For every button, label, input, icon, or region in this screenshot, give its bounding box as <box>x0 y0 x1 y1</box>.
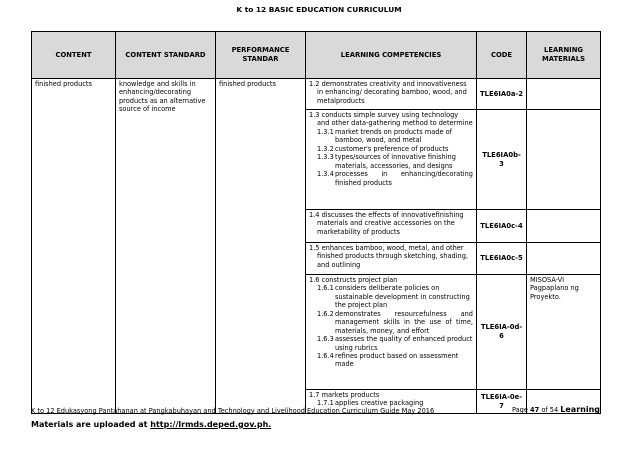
materials-cell <box>527 243 601 275</box>
header-code: CODE <box>477 32 527 79</box>
code-cell: TLE6IA0c-4 <box>477 210 527 243</box>
header-content: CONTENT <box>32 32 116 79</box>
sub-competency <box>309 310 473 335</box>
sub-number: 1.6.4 <box>317 351 334 360</box>
competency-text: 1.4 discusses the effects of innovativefinishing <box>309 211 464 219</box>
sub-competency <box>309 352 473 369</box>
header-performance-standard: PERFORMANCE STANDAR <box>216 32 306 79</box>
competency-text-cont: finished products through sketching, shading, and outlining <box>317 252 468 269</box>
materials-cell: MISOSA-VI Pagpaplano ng Proyekto. <box>527 275 601 390</box>
code-cell: TLE6IA-0e-7 <box>477 390 527 414</box>
sub-text: applies creative packaging <box>335 399 424 408</box>
footer-page-number <box>512 405 600 414</box>
competency-cell <box>306 275 477 390</box>
competency-text: 1.6 constructs project plan <box>309 276 398 284</box>
code-cell: TLE6IA0c-5 <box>477 243 527 275</box>
header-row <box>32 32 601 79</box>
curriculum-table <box>31 31 601 414</box>
competency-cell <box>306 210 477 243</box>
footer-materials-line <box>31 420 271 429</box>
sub-competency <box>309 284 473 309</box>
materials-cell <box>527 210 601 243</box>
sub-text: market trends on products made of bamboo, wood, and metal <box>335 127 452 145</box>
sub-text: processes in enhancing/decorating finished products <box>335 170 473 187</box>
sub-number: 1.3.3 <box>317 153 334 162</box>
table-row <box>32 79 601 110</box>
code-cell: TLE6IA0a-2 <box>477 79 527 110</box>
competency-text-cont: materials and creative accessories on the marketability of products <box>317 219 455 236</box>
sub-competency <box>309 170 473 187</box>
sub-text: refines product based on assessment made <box>335 351 459 369</box>
competency-cell <box>306 110 477 210</box>
page-prefix: Page <box>511 406 528 414</box>
page-suffix: Learning <box>560 405 600 414</box>
sub-number: 1.3.4 <box>317 170 334 179</box>
sub-text: types/sources of innovative finishing materials, accessories, and designs <box>335 153 456 170</box>
competency-cell <box>306 243 477 275</box>
competency-text: 1.2 demonstrates creativity and innovativeness <box>309 80 467 88</box>
competency-text: 1.3 conducts simple survey using technology <box>309 111 459 119</box>
sub-text: customer's preference of products <box>335 144 449 153</box>
sub-number: 1.7.1 <box>317 399 334 408</box>
lrmds-link[interactable]: http://lrmds.deped.gov.ph. <box>150 420 272 429</box>
header-content-standard: CONTENT STANDARD <box>116 32 216 79</box>
sub-competency <box>309 128 473 145</box>
sub-text: demonstrates resourcefulness and management skills in the use of time, materials, money, and effort <box>335 309 473 335</box>
footer-guide-text: K to 12 Edukasyong Pantahanan at Pangkabuhayan and Technology and Livelihood Education Curriculum Guide May 2016 <box>31 407 435 415</box>
sub-number: 1.6.1 <box>317 284 334 293</box>
sub-number: 1.3.2 <box>317 144 334 153</box>
competency-text: 1.7 markets products <box>309 391 380 399</box>
materials-cell <box>527 79 601 110</box>
sub-competency <box>309 153 473 170</box>
sub-competency <box>309 335 473 352</box>
sub-competency <box>309 145 473 153</box>
competency-text-cont: and other data-gathering method to determine <box>317 119 473 128</box>
code-cell: TLE6IA-0d-6 <box>477 275 527 390</box>
competency-text-cont: in enhancing/ decorating bamboo, wood, and metalproducts <box>317 88 467 105</box>
header-learning-materials: LEARNING MATERIALS <box>527 32 601 79</box>
materials-text: Materials are uploaded at <box>31 420 148 429</box>
content-cell: finished products <box>32 79 116 414</box>
header-learning-competencies: LEARNING COMPETENCIES <box>306 32 477 79</box>
sub-number: 1.3.1 <box>317 127 334 136</box>
performance-standard-cell: finished products <box>216 79 306 414</box>
page-title: K to 12 BASIC EDUCATION CURRICULUM <box>236 5 402 14</box>
content-standard-cell: knowledge and skills in enhancing/decorating products as an alternative source of income <box>116 79 216 414</box>
page-number: 47 <box>530 406 540 414</box>
sub-number: 1.6.3 <box>317 335 334 344</box>
code-cell: TLE6IA0b-3 <box>477 110 527 210</box>
page-of: of 54 <box>541 406 559 414</box>
sub-number: 1.6.2 <box>317 309 334 318</box>
sub-text: assesses the quality of enhanced product using rubrics <box>335 335 473 352</box>
competency-text: 1.5 enhances bamboo, wood, metal, and other <box>309 244 464 252</box>
competency-cell <box>306 79 477 110</box>
sub-text: considers deliberate policies on sustainable development in constructing the project plan <box>335 284 470 310</box>
materials-cell <box>527 110 601 210</box>
